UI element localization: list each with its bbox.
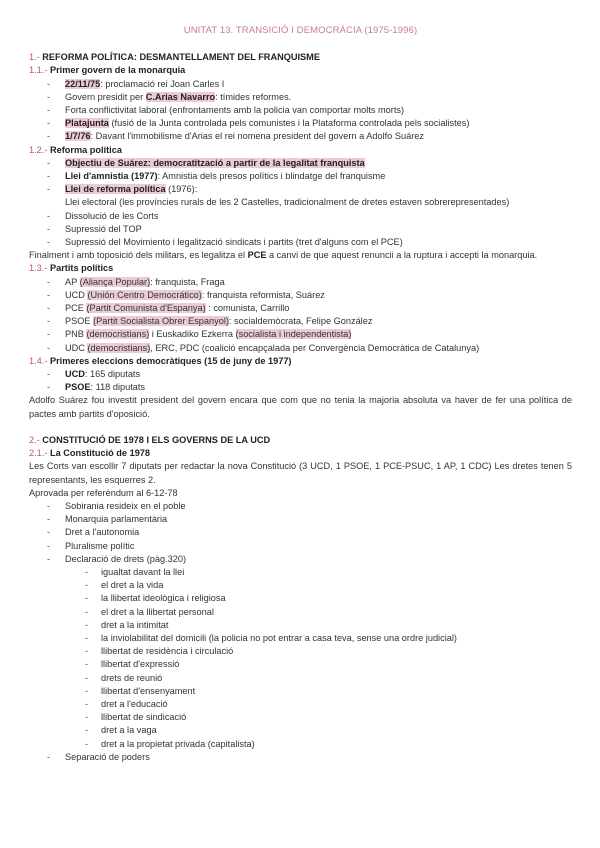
list-item: - Sobirania resideix en el poble: [29, 500, 572, 513]
section-1-1-heading: [29, 64, 572, 77]
section-1-4-heading: [29, 355, 572, 368]
sub-list-item: - llibertat d'ensenyament: [29, 685, 572, 698]
party-item: - UCD (Unión Centro Democrático): franquista reformista, Suárez: [29, 289, 572, 302]
section-title: Primer govern de la monarquia: [49, 65, 186, 76]
paragraph: Adolfo Suárez fou investit president del govern encara que com que no tenia la majoria absoluta va haver de fer una política de pactes amb partits d'oposició.: [29, 395, 572, 419]
list-item: - PSOE: 118 diputats: [29, 381, 572, 394]
list-item: - Dret a l'autonomia: [29, 526, 572, 539]
party-item: - PCE (Partit Comunista d'Espanya) : comunista, Carrillo: [29, 302, 572, 315]
section-1-3-heading: [29, 262, 572, 275]
section-title: La Constitució de 1978: [49, 448, 151, 459]
list-item: - Forta conflictivitat laboral (enfrontaments amb la policia van comportar molts morts): [29, 104, 572, 117]
sub-list-item: - la llibertat ideològica i religiosa: [29, 592, 572, 605]
section-number: 2.1.-: [29, 448, 48, 459]
list-item: - Declaració de drets (pàg.320): [29, 553, 572, 566]
list-item: - Objectiu de Suárez: democratització a partir de la legalitat franquista: [29, 157, 572, 170]
list-item: - Govern presidit per C.Arias Navarro: tímides reformes.: [29, 91, 572, 104]
document-title: UNITAT 13. TRANSICIÓ I DEMOCRÀCIA (1975-1996): [183, 25, 418, 36]
section-number: 1.1.-: [29, 65, 48, 76]
list-item: - 1/7/76: Davant l'immobilisme d'Arias el rei nomena president del govern a Adolfo Suárez: [29, 130, 572, 143]
list-item: - 22/11/75: proclamació rei Joan Carles I: [29, 78, 572, 91]
section-number: 1.3.-: [29, 263, 48, 274]
sub-list-item: - llibertat d'expressió: [29, 658, 572, 671]
list-item: - Llei de reforma política (1976):: [29, 183, 572, 196]
sub-list-item: - la inviolabilitat del domicili (la policia no pot entrar a casa teva, sense una ordre judicial): [29, 632, 572, 645]
list-item: - UCD: 165 diputats: [29, 368, 572, 381]
party-item: - AP (Aliança Popular): franquista, Fraga: [29, 276, 572, 289]
sub-list-item: - dret a la intimitat: [29, 619, 572, 632]
paragraph: Aprovada per referèndum al 6-12-78: [29, 487, 178, 498]
sub-list-item: - el dret a la vida: [29, 579, 572, 592]
party-item: - PNB (democristians) i Euskadiko Ezkerra (socialista i independentista): [29, 328, 572, 341]
section-number: 1.-: [29, 52, 40, 63]
section-title: Partits polítics: [49, 263, 114, 274]
sub-list-item: - llibertat de sindicació: [29, 711, 572, 724]
section-title: CONSTITUCIÓ DE 1978 I ELS GOVERNS DE LA UCD: [42, 434, 271, 445]
section-title: REFORMA POLÍTICA: DESMANTELLAMENT DEL FRANQUISME: [42, 52, 320, 63]
paragraph: Finalment i amb toposició dels militars, es legalitza el PCE a canvi de que aquest renuncii a la ruptura i accepti la monarquia.: [29, 250, 538, 261]
list-item-continuation: Llei electoral (les províncies rurals de les 2 Castelles, tradicionalment de dretes estaven sobrerepresentades): [65, 197, 510, 208]
section-number: 1.2.-: [29, 144, 48, 155]
sub-list-item: - dret a la propietat privada (capitalista): [29, 738, 572, 751]
sub-list-item: - llibertat de residència i circulació: [29, 645, 572, 658]
sub-list-item: - dret a la vaga: [29, 724, 572, 737]
list-item: - Separació de poders: [29, 751, 572, 764]
section-2-1-heading: [29, 447, 572, 460]
sub-list-item: - el dret a la llibertat personal: [29, 606, 572, 619]
list-item: - Supressió del TOP: [29, 223, 572, 236]
spacer: [29, 421, 572, 432]
sub-list-item: - dret a l'educació: [29, 698, 572, 711]
section-title: Primeres eleccions democràtiques (15 de juny de 1977): [49, 355, 292, 366]
list-item: - Dissolució de les Corts: [29, 210, 572, 223]
party-item: - PSOE (Partit Socialista Obrer Espanyol): socialdemòcrata, Felipe González: [29, 315, 572, 328]
section-2-heading: [29, 434, 572, 447]
sub-list-item: - igualtat davant la llei: [29, 566, 572, 579]
section-1-2-heading: [29, 144, 572, 157]
list-item: - Llei d'amnistia (1977): Amnistia dels presos polítics i blindatge del franquisme: [29, 170, 572, 183]
section-number: 1.4.-: [29, 355, 48, 366]
list-item: - Pluralisme polític: [29, 540, 572, 553]
section-1-heading: [29, 51, 572, 64]
section-title: Reforma política: [49, 144, 122, 155]
list-item: - Supressió del Movimiento i legalització sindicats i partits (tret d'alguns com el PCE): [29, 236, 572, 249]
party-item: - UDC (democristians), ERC, PDC (coalició encapçalada per Convergència Democràtica de Catalunya): [29, 342, 572, 355]
paragraph: Les Corts van escollir 7 diputats per redactar la nova Constitució (3 UCD, 1 PSOE, 1 PCE-PSUC, 1 AP, 1 CDC) Les dretes tenen 5 representants, les esquerres 2.: [29, 461, 572, 485]
sub-list-item: - drets de reunió: [29, 672, 572, 685]
list-item: - Platajunta (fusió de la Junta controlada pels comunistes i la Plataforma controlada pels socialistes): [29, 117, 572, 130]
list-item: - Monarquia parlamentària: [29, 513, 572, 526]
section-number: 2.-: [29, 434, 40, 445]
